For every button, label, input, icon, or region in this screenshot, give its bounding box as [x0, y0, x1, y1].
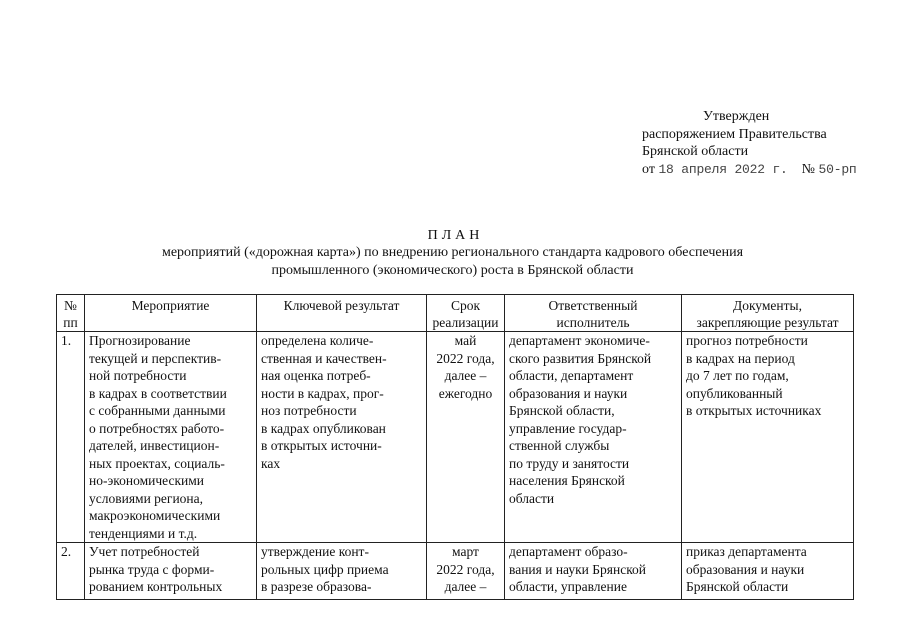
header-activity: Мероприятие — [85, 295, 257, 332]
approval-line-order: распоряжением Правительства — [642, 126, 827, 142]
document-subtitle-line1: мероприятий («дорожная карта») по внедрению регионального стандарта кадрового обеспечения — [161, 245, 744, 260]
header-term: Срок реализации — [427, 295, 505, 332]
approval-line-date-number — [642, 161, 857, 179]
row-term: март 2022 года, далее – — [427, 543, 505, 600]
table-header-row — [57, 295, 854, 332]
table-row — [57, 332, 854, 543]
header-key-result: Ключевой результат — [257, 295, 427, 332]
date-prefix: от — [642, 161, 655, 177]
row-number: 2. — [57, 543, 85, 600]
row-activity: Прогнозирование текущей и перспектив- ной потребности в кадрах в соответствии с собранными данными о потребностях работо- дателей, инвестицион- ных проектах, социаль- но-экономическими условиями региона, макроэкономическими тенденциями и т.д. — [85, 332, 257, 543]
number-prefix: № — [801, 161, 816, 177]
row-key-result: утверждение конт- рольных цифр приема в разрезе образова- — [257, 543, 427, 600]
document-subtitle-line2: промышленного (экономического) роста в Брянской области — [271, 263, 634, 278]
row-key-result: определена количе- ственная и качествен- ная оценка потреб- ности в кадрах, прог- ноз потребности в кадрах опубликован в открытых источни- ках — [257, 332, 427, 543]
row-documents: прогноз потребности в кадрах на период до 7 лет по годам, опубликованный в открытых источниках — [682, 332, 854, 543]
row-term: май 2022 года, далее – ежегодно — [427, 332, 505, 543]
row-activity: Учет потребностей рынка труда с форми- рованием контрольных — [85, 543, 257, 600]
header-number: № пп — [57, 295, 85, 332]
row-number: 1. — [57, 332, 85, 543]
approval-block — [642, 108, 857, 178]
approval-line-approved: Утвержден — [703, 109, 770, 124]
approval-date-stamp: 18 апреля 2022 г. — [658, 161, 788, 177]
plan-table — [56, 294, 854, 600]
row-executor: департамент образо- вания и науки Брянской области, управление — [505, 543, 682, 600]
approval-number-stamp: 50-рп — [818, 161, 857, 177]
row-documents: приказ департамента образования и науки Брянской области — [682, 543, 854, 600]
row-executor: департамент экономиче- ского развития Брянской области, департамент образования и науки Брянской области, управление государ- ственной службы по труду и занятости населения Брянской области — [505, 332, 682, 543]
header-documents: Документы, закрепляющие результат — [682, 295, 854, 332]
table-row — [57, 543, 854, 600]
approval-line-region: Брянской области — [642, 144, 749, 159]
header-executor: Ответственный исполнитель — [505, 295, 682, 332]
document-title: ПЛАН — [427, 228, 484, 243]
